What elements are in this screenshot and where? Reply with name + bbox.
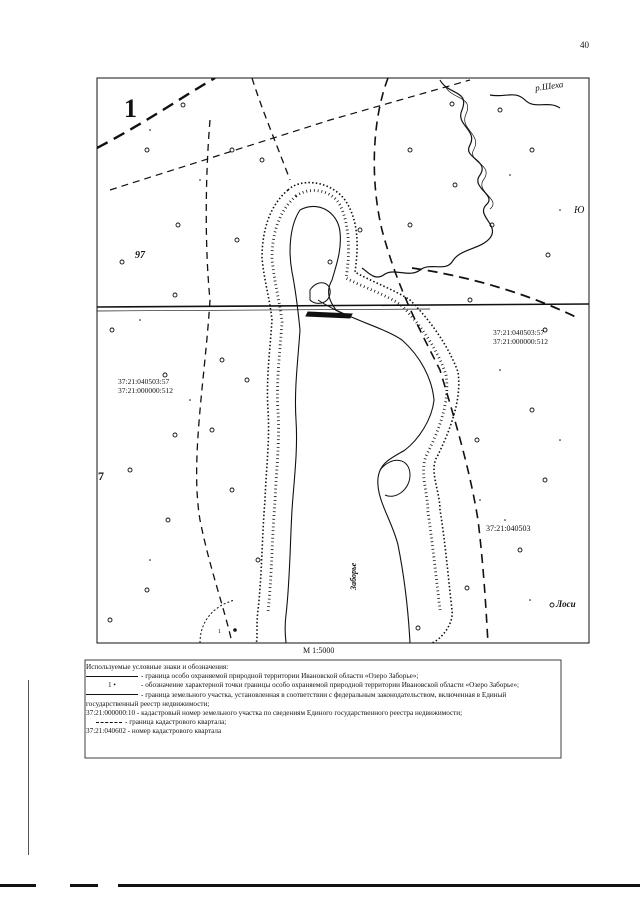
dashed-line-sample [96,722,122,723]
quarter-boundary-left [197,120,232,643]
solid-line-sample [86,676,138,677]
quarter-number-left: 97 [135,250,145,261]
river-label: р.Шеха [534,79,564,93]
lake-label: Заборье [349,562,358,590]
parcel-outlet [306,312,352,318]
edge-label-right: Ю [574,205,585,216]
legend-oopt-boundary: - граница особо охраняемой природной территории Ивановской области «Озеро Заборье»; [86,672,560,681]
footer-rule-3 [118,884,640,887]
edge-label-left: 7 [98,469,104,483]
page-number: 40 [580,40,589,50]
map-scale: М 1:5000 [303,646,335,655]
footer-rule-2 [70,884,98,887]
legend-quarter-number: 37:21:040602 - номер кадастрового квартала [86,727,222,736]
quarter-boundary-vertical [252,78,290,180]
quarter-code: 37:21:040503 [486,524,531,533]
margin-line [28,680,29,855]
lake-zaborye [285,206,434,643]
parcel-boundary-line [97,304,589,307]
parcel-line-sample [86,694,138,695]
quarter-boundary-diagonal [110,80,470,190]
map-frame [97,78,589,643]
vegetation-symbols [108,102,554,630]
legend-parcel-boundary: - граница земельного участка, установленная в соответствии с федеральным законодательством, включенная в Единый государственный реестр недвижимости; [86,690,507,708]
legend-quarter-boundary: - граница кадастрового квартала; [86,718,560,727]
quarter-boundary-east [412,268,578,318]
legend-cad-number: 37:21:000000:10 - кадастровый номер земельного участка по сведениям Единого государственного реестра недвижимости; [86,709,463,718]
point-marker: 1 • [108,681,116,690]
legend-title: Используемые условные знаки и обозначения: [86,663,229,671]
village-label: Лоси [556,599,576,609]
footer-rule-1 [0,884,36,887]
map-content [97,78,589,643]
legend-point: 1 • - обозначение характерной точки границы особо охраняемой природной территории Ивановской области «Озеро Заборье»; [86,681,560,690]
quarter-boundary-top [97,78,215,148]
parcel-number-right: 37:21:040503:57 37:21:000000:512 [493,328,549,346]
quarter-boundary-right [374,78,488,643]
legend [86,663,560,759]
sheet-number: 1 [124,94,137,123]
river-sheha [362,80,560,277]
point-number: 1 [218,629,221,635]
parcel-number-left: 37:21:040503:57 37:21:000000:512 [118,377,174,395]
